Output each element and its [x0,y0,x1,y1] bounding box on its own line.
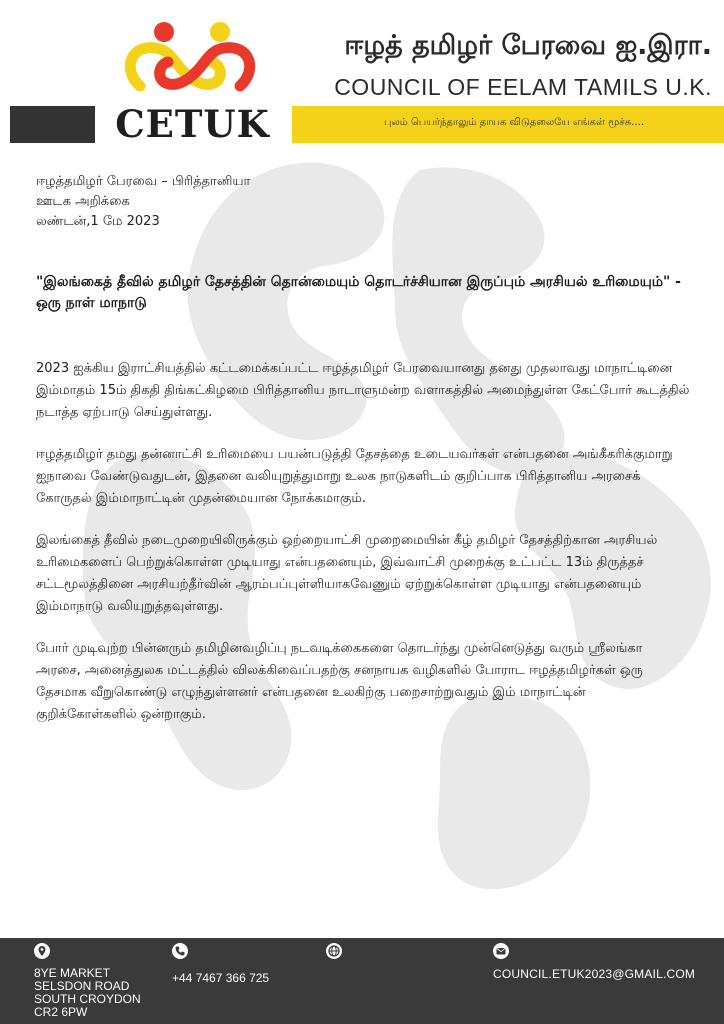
email-address[interactable]: COUNCIL.ETUK2023@GMAIL.COM [493,967,696,981]
paragraph: 2023 ஐக்கிய இராட்சியத்தில் கட்டமைக்கப்பட்ட ஈழத்தமிழர் பேரவையானது தனது முதலாவது மாநாட்டினை இம்மாதம் 15ம் திகதி திங்கட்கிழமை பிரித்தானிய நாடாளுமன்ற வளாகத்தில் அமைந்துள்ள கேட்போர் கூடத்தில் நடாத்த ஏற்பாடு செய்துள்ளது. [36,361,690,420]
contact-footer [0,938,724,1024]
address-line: 8YE MARKET [34,966,111,980]
logo-wordmark: CETUK [115,102,270,146]
location-pin-icon [34,943,50,959]
paragraph: போர் முடிவுற்ற பின்னரும் தமிழினவழிப்பு நடவடிக்கைகளை தொடர்ந்து முன்னெடுத்து வரும் ஸ்ரீலங்கா அரசை, அனைத்துலக மட்டத்தில் விலக்கிவைப்பதற்கு சனநாயக வழிகளில் போராட ஈழத்தமிழர்கள் ஒரு தேசமாக வீறுகொண்டு எழுந்துள்ளனர் என்பதனை உலகிற்கு பறைசாற்றுவதும் இம் மாநாட்டின் குறிக்கோள்களில் ஒன்றாகும். [36,641,643,722]
meta-document-type: ஊடக அறிக்கை [36,194,130,209]
paragraph: இலங்கைத் தீவில் நடைமுறையிலிருக்கும் ஒற்றையாட்சி முறைமையின் கீழ் தமிழர் தேசத்திற்கான அரசியல் உரிமைகளைப் பெற்றுக்கொள்ள முடியாது என்பதனையும், இவ்வாட்சி முறைக்கு உட்பட்ட 13ம் திருத்தச் சட்டமூலத்தினை அரசியற்தீர்வின் ஆரம்பப்புள்ளியாகவேணும் ஏற்றுக்கொள்ள முடியாது என்பதனையும் இம்மாநாடு வலியுறுத்தவுள்ளது. [36,533,658,614]
globe-icon [326,943,342,959]
header-dark-bar [10,106,95,143]
postal-address [34,967,141,1019]
cetuk-logo [100,18,290,148]
address-line: CR2 6PW [34,1005,88,1019]
org-name-english: COUNCIL OF EELAM TAMILS U.K. [334,74,712,100]
logo-mark-icon [120,18,260,108]
headline: "இலங்கைத் தீவில் தமிழர் தேசத்தின் தொன்மையும் தொடர்ச்சியான இருப்பும் அரசியல் உரிமையும்" - ஒரு நாள் மாநாடு [36,274,681,311]
letterhead [0,0,724,150]
meta-place-date: லண்டன்,1 மே 2023 [36,214,160,229]
paragraph: ஈழத்தமிழர் தமது தன்னாட்சி உரிமையை பயன்படுத்தி தேசத்தை உடையவர்கள் என்பதனை அங்கீகரிக்குமாறு ஐநாவை வேண்டுவதுடன், இதனை வலியுறுத்துமாறு உலக நாடுகளிடம் குறிப்பாக பிரித்தானிய அரசைக் கோருதல் இம்மாநாட்டின் முதன்மையான நோக்கமாகும். [36,447,673,506]
address-line: SOUTH CROYDON [34,992,141,1006]
meta-organisation: ஈழத்தமிழர் பேரவை – பிரித்தானியா [36,174,251,189]
slogan: புலம் பெயர்ந்தாலும் தாயக விடுதலையே எங்கள் மூச்சு.... [384,117,645,128]
mail-icon [493,943,509,959]
header-slogan-bar [292,106,724,143]
phone-icon [172,943,188,959]
press-release [36,172,690,739]
org-name-tamil: ஈழத் தமிழர் பேரவை ஐ.இரா. [344,30,712,61]
address-line: SELSDON ROAD [34,979,130,993]
phone-number[interactable]: +44 7467 366 725 [172,971,270,985]
